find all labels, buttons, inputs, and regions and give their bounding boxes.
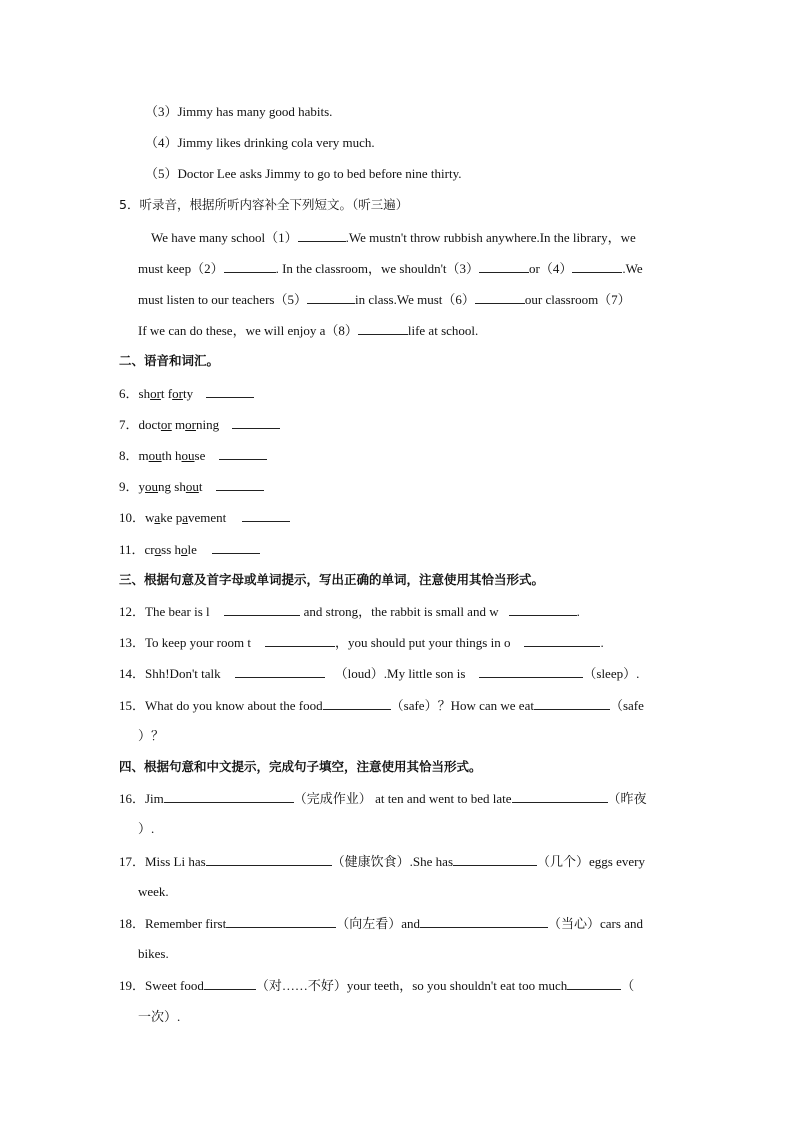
q5-line-3: must listen to our teachers（5） in class.We must（6） our classroom（7） xyxy=(138,292,631,307)
q5-title: 5．听录音，根据所听内容补全下列短文。（听三遍） xyxy=(119,197,409,212)
blank-6[interactable] xyxy=(475,291,525,304)
q9-item: 9．young shout xyxy=(119,478,264,495)
q5-line-1: We have many school（1） .We mustn't throw rubbish anywhere.In the library，we xyxy=(151,230,636,245)
q14-blank-1[interactable] xyxy=(235,665,325,678)
q19-blank-1[interactable] xyxy=(204,977,256,990)
q7-item: 7．doctor morning xyxy=(119,416,280,433)
q18-continued: bikes. xyxy=(138,946,169,961)
q12-item: 12．The bear is l and strong，the rabbit is small and w . xyxy=(119,604,580,619)
q14-item: 14．Shh!Don't talk （loud）.My little son is （sleep）. xyxy=(119,666,640,681)
statement-5: （5）Doctor Lee asks Jimmy to go to bed before nine thirty. xyxy=(145,166,462,181)
q11-answer-blank[interactable] xyxy=(212,541,260,554)
q15-blank-2[interactable] xyxy=(534,697,610,710)
q8-item: 8．mouth house xyxy=(119,447,267,464)
q18-item: 18．Remember first （向左看）and （当心）cars and xyxy=(119,916,643,931)
q9-answer-blank[interactable] xyxy=(216,478,264,491)
blank-5[interactable] xyxy=(307,291,355,304)
q13-blank-2[interactable] xyxy=(524,634,600,647)
q16-blank-1[interactable] xyxy=(164,790,294,803)
q19-item: 19．Sweet food （对……不好）your teeth，so you shouldn't eat too much （ xyxy=(119,978,635,993)
blank-4[interactable] xyxy=(572,260,622,273)
statement-4: （4）Jimmy likes drinking cola very much. xyxy=(145,135,375,150)
q5-line-2: must keep（2） . In the classroom，we shouldn't（3） or（4） .We xyxy=(138,261,643,276)
q6-answer-blank[interactable] xyxy=(206,385,254,398)
q17-item: 17．Miss Li has （健康饮食）.She has （几个）eggs every xyxy=(119,854,645,869)
q11-item: 11．cross hole xyxy=(119,541,260,558)
q17-continued: week. xyxy=(138,884,169,899)
q19-continued: 一次）. xyxy=(138,1009,181,1024)
q7-answer-blank[interactable] xyxy=(232,416,280,429)
q14-blank-2[interactable] xyxy=(479,665,583,678)
q18-blank-1[interactable] xyxy=(226,915,336,928)
q17-blank-2[interactable] xyxy=(453,853,537,866)
q15-blank-1[interactable] xyxy=(323,697,391,710)
q6-item: 6．short forty xyxy=(119,385,254,402)
q16-continued: ）. xyxy=(138,821,155,836)
q12-blank-1[interactable] xyxy=(224,603,300,616)
q10-item: 10．wake pavement xyxy=(119,509,290,526)
q16-blank-2[interactable] xyxy=(512,790,608,803)
q19-blank-2[interactable] xyxy=(567,977,621,990)
statement-3: （3）Jimmy has many good habits. xyxy=(145,104,333,119)
q15-continued: ）？ xyxy=(138,728,165,743)
q10-answer-blank[interactable] xyxy=(242,509,290,522)
q18-blank-2[interactable] xyxy=(420,915,548,928)
q17-blank-1[interactable] xyxy=(206,853,332,866)
blank-8[interactable] xyxy=(358,322,408,335)
section-2-title: 二、语音和词汇。 xyxy=(119,353,220,368)
q8-answer-blank[interactable] xyxy=(219,447,267,460)
q13-item: 13．To keep your room t ，you should put your things in o . xyxy=(119,635,604,650)
blank-3[interactable] xyxy=(479,260,529,273)
q16-item: 16．Jim （完成作业） at ten and went to bed late （昨夜 xyxy=(119,791,647,806)
blank-2[interactable] xyxy=(224,260,276,273)
q15-item: 15．What do you know about the food （safe）？How can we eat （safe xyxy=(119,698,644,713)
section-4-title: 四、根据句意和中文提示，完成句子填空，注意使用其恰当形式。 xyxy=(119,759,482,774)
q13-blank-1[interactable] xyxy=(265,634,335,647)
q5-line-4: If we can do these，we will enjoy a（8） life at school. xyxy=(138,323,479,338)
section-3-title: 三、根据句意及首字母或单词提示，写出正确的单词，注意使用其恰当形式。 xyxy=(119,572,545,587)
q12-blank-2[interactable] xyxy=(509,603,577,616)
blank-1[interactable] xyxy=(298,229,346,242)
